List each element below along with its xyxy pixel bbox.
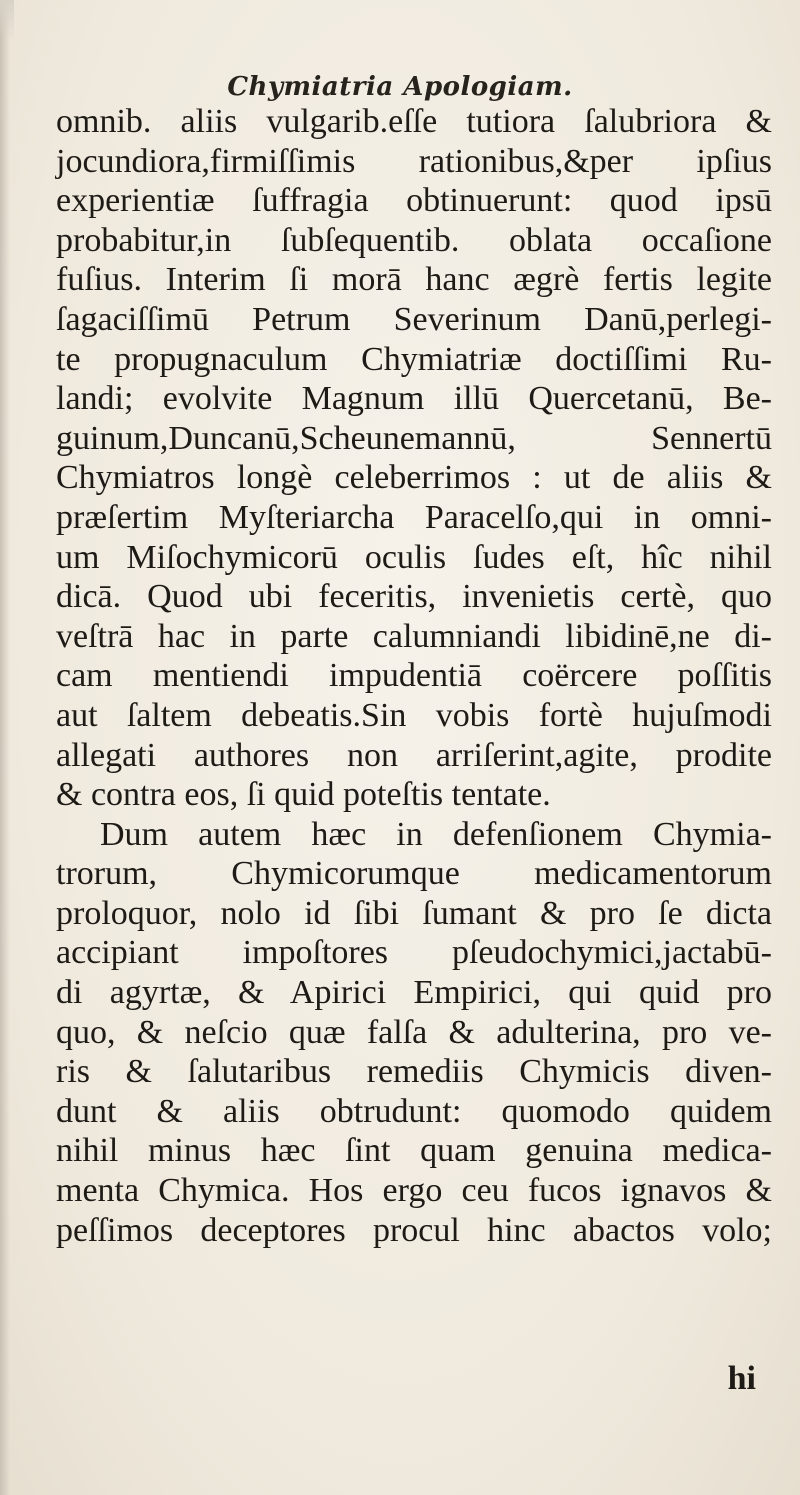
catchword: hi	[727, 1360, 756, 1397]
text-line: um Miſochymicorū oculis ſudes eſt, hîc nihil	[56, 538, 772, 576]
text-line: allegati authores non arriſerint,agite, prodite	[56, 736, 772, 774]
running-head: Chymiatria Apologiam.	[227, 72, 573, 102]
text-line: fuſius. Interim ſi morā hanc ægrè fertis legite	[56, 261, 772, 299]
text-line: omnib. aliis vulgarib.eſſe tutiora ſalubriora &	[56, 103, 772, 140]
text-line: experientiæ ſuffragia obtinuerunt: quod ipsū	[56, 182, 772, 220]
text-line: peſſimos deceptores procul hinc abactos volo;	[56, 1211, 772, 1249]
text-line: guinum,Duncanū,Scheunemannū, Sennertū	[56, 419, 772, 457]
text-line: quo, & neſcio quæ falſa & adulterina, pro ve-	[56, 1013, 772, 1051]
text-line: dicā. Quod ubi feceritis, invenietis certè, quo	[56, 578, 772, 616]
text-line: jocundiora,firmiſſimis rationibus,&per ipſius	[56, 142, 772, 180]
text-line: di agyrtæ, & Apirici Empirici, qui quid pro	[56, 974, 772, 1012]
text-line: veſtrā hac in parte calumniandi libidinē,ne di-	[56, 617, 772, 655]
binding-shadow	[0, 0, 10, 1495]
text-line: landi; evolvite Magnum illū Quercetanū, Be-	[56, 380, 772, 418]
text-line: accipiant impoſtores pſeudochymici,jactabū-	[56, 934, 772, 972]
text-line: ris & ſalutaribus remediis Chymicis diven-	[56, 1053, 772, 1091]
body-text	[56, 102, 772, 1250]
text-line: probabitur,in ſubſequentib. oblata occaſione	[56, 221, 772, 259]
page-corner	[0, 0, 14, 40]
text-line: & contra eos, ſi quid poteſtis tentate.	[56, 776, 551, 814]
text-line: cam mentiendi impudentiā coërcere poſſitis	[56, 657, 772, 695]
text-line: ſagaciſſimū Petrum Severinum Danū,perlegi-	[56, 300, 772, 338]
text-line: Dum autem hæc in defenſionem Chymia-	[100, 815, 772, 853]
text-line: te propugnaculum Chymiatriæ doctiſſimi Ru-	[56, 340, 772, 378]
text-line: trorum, Chymicorumque medicamentorum	[56, 855, 772, 893]
text-line: menta Chymica. Hos ergo ceu fucos ignavos &	[56, 1172, 772, 1210]
text-line: nihil minus hæc ſint quam genuina medica-	[56, 1132, 772, 1170]
text-line: præſertim Myſteriarcha Paracelſo,qui in omni-	[56, 498, 772, 536]
text-line: Chymiatros longè celeberrimos : ut de aliis &	[56, 459, 772, 497]
text-line: proloquor, nolo id ſibi ſumant & pro ſe dicta	[56, 894, 772, 932]
text-line: dunt & aliis obtrudunt: quomodo quidem	[56, 1092, 772, 1130]
text-line: aut ſaltem debeatis.Sin vobis fortè hujuſmodi	[56, 696, 772, 734]
